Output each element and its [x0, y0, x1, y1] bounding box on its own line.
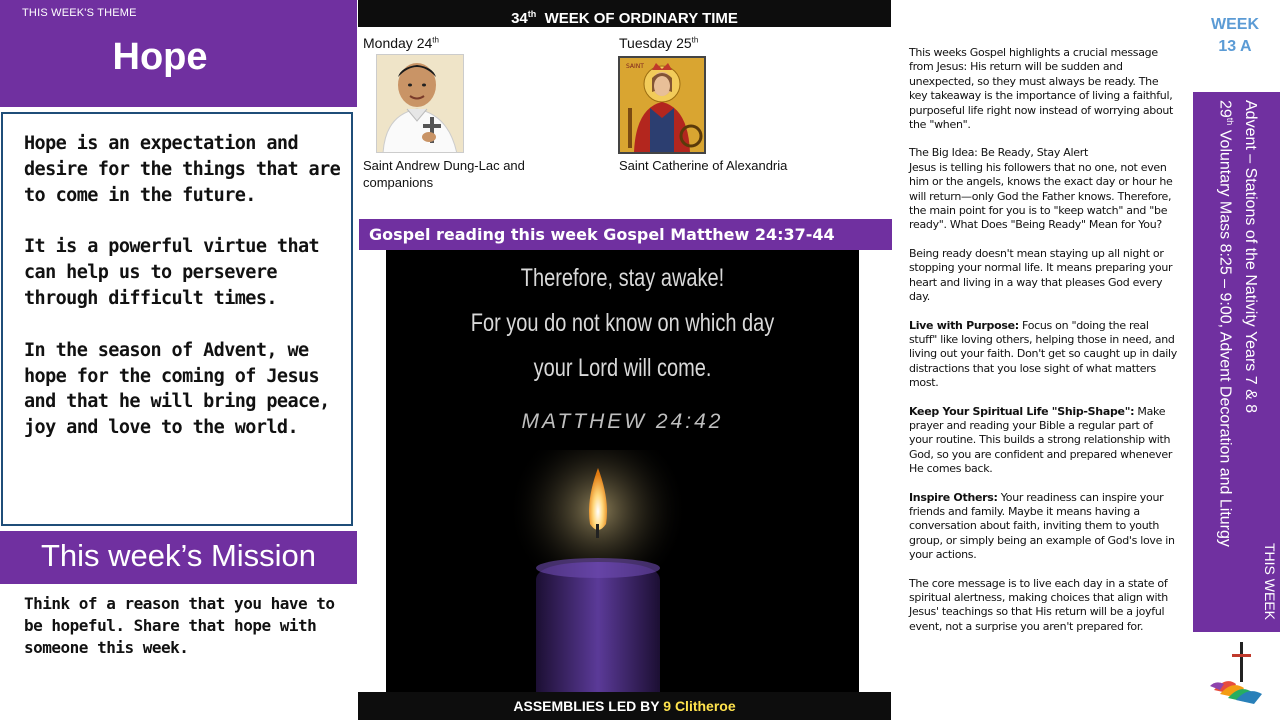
- week-header: [358, 0, 891, 27]
- jubilee-logo: [1206, 640, 1272, 710]
- assembly-bar: [358, 692, 891, 720]
- this-week-bar: [1193, 92, 1280, 632]
- week-number-suffix: th: [527, 9, 537, 19]
- article-paragraph: Inspire Others: Your readiness can inspire your friends and family. Maybe it means having a conversation about faith, inviting them to youth group, or simply being an example of God's love in your actions.: [909, 490, 1175, 562]
- mission-title: This week’s Mission: [40, 538, 317, 573]
- saint-name: Saint Andrew Dung-Lac and companions: [363, 158, 525, 190]
- gospel-reflection: [909, 46, 1177, 648]
- saint-catherine-icon: [618, 56, 706, 154]
- article-paragraph: The Big Idea: Be Ready, Stay Alert Jesus is telling his followers that no one, not even him or the angels, knows the exact day or hour he will return—only God the Father knows. Therefore, the main point for you is to "keep watch" and "be ready". What Does "Being Ready" Mean for You?: [909, 146, 1173, 232]
- saint-andrew-portrait: [376, 54, 464, 153]
- hope-description: [24, 131, 344, 467]
- week-header-text: WEEK OF ORDINARY TIME: [544, 10, 738, 27]
- article-paragraph: Keep Your Spiritual Life "Ship-Shape": Make prayer and reading your Bible a regular part of your routine. This builds a strong relationship with God, so you are confident and prepared whenever He comes back.: [909, 404, 1173, 476]
- week-code-value: 13 A: [1218, 38, 1252, 55]
- week-code-label: WEEK: [1211, 16, 1259, 33]
- week-number: 34: [511, 10, 528, 27]
- article-paragraph: Live with Purpose: Focus on "doing the real stuff" like loving others, helping those in need, and living out your faith. Don't get so caught up in daily distractions that you lose sight of what matters most.: [909, 318, 1177, 390]
- verse-line: For you do not know on which day: [470, 309, 775, 337]
- saint-day: Tuesday 25th: [619, 35, 699, 51]
- gospel-verse-image: [386, 250, 859, 692]
- theme-label: THIS WEEK'S THEME: [22, 7, 137, 19]
- svg-text:SAINT: SAINT: [626, 63, 644, 70]
- this-week-event: 29th Voluntary Mass 8:25 – 9:00, Advent Decoration and Liturgy: [1216, 100, 1235, 547]
- verse-reference: MATTHEW 24:42: [521, 410, 724, 433]
- verse-line: Therefore, stay awake!: [520, 264, 725, 292]
- this-week-title: THIS WEEK: [1262, 542, 1278, 620]
- article-label: Inspire Others:: [909, 490, 998, 504]
- assembly-prefix: ASSEMBLIES LED BY: [513, 698, 660, 714]
- gospel-banner: Gospel reading this week Gospel Matthew 24:37-44: [359, 219, 892, 250]
- saint-day: Monday 24th: [363, 35, 439, 51]
- theme-title: Hope: [112, 36, 208, 78]
- mission-text: Think of a reason that you have to be hopeful. Share that hope with someone this week.: [24, 594, 335, 657]
- article-paragraph: The core message is to live each day in a state of spiritual alertness, making choices that align with Jesus' teachings so that His return will be a joyful event, not a surprise you aren't prepared for.: [909, 576, 1168, 633]
- article-label: Live with Purpose:: [909, 318, 1019, 332]
- article-label: Keep Your Spiritual Life "Ship-Shape":: [909, 404, 1135, 418]
- assembly-class: 9 Clitheroe: [663, 698, 736, 714]
- article-paragraph: Being ready doesn't mean staying up all night or stopping your normal life. It means preparing your heart and living in a way that pleases God every day.: [909, 246, 1173, 304]
- saint-name: Saint Catherine of Alexandria: [619, 158, 788, 173]
- verse-line: your Lord will come.: [533, 354, 712, 382]
- candle-icon: [386, 450, 859, 692]
- hope-paragraph: In the season of Advent, we hope for the coming of Jesus and that he will bring peace, joy and love to the world.: [24, 339, 330, 439]
- hope-paragraph: Hope is an expectation and desire for the things that are to come in the future.: [24, 133, 341, 206]
- week-code: [1200, 14, 1270, 58]
- hope-paragraph: It is a powerful virtue that can help us to persevere through difficult times.: [24, 236, 320, 309]
- this-week-event: Advent – Stations of the Nativity Years 7 & 8: [1242, 100, 1259, 414]
- article-paragraph: This weeks Gospel highlights a crucial message from Jesus: His return will be sudden and unexpected, so they must always be ready. The key takeaway is the importance of living a faithful, purposeful life right now instead of worrying about the "when".: [909, 46, 1174, 132]
